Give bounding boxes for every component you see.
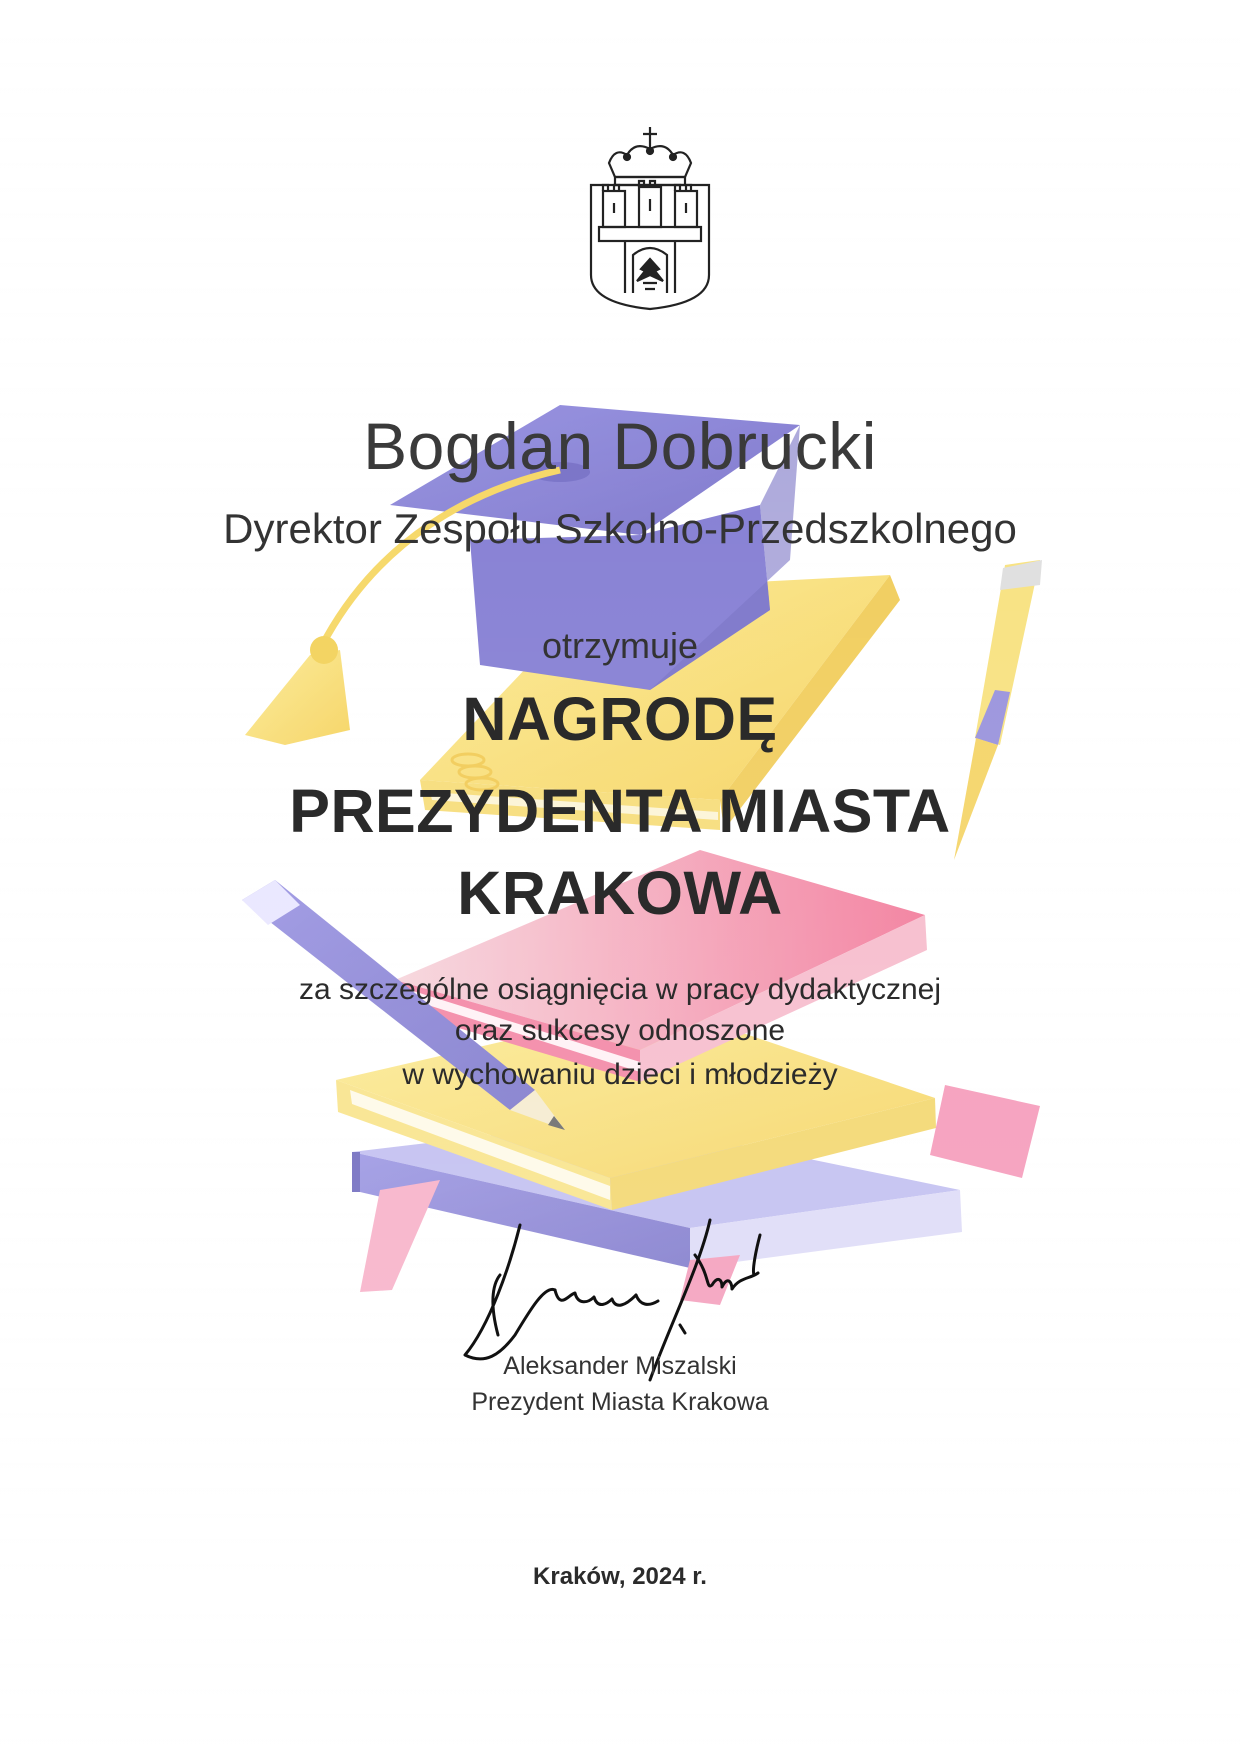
signatory-title: Prezydent Miasta Krakowa: [471, 1388, 769, 1416]
award-title-line-3: KRAKOWA: [457, 859, 783, 927]
award-reason-line-2: oraz sukcesy odnoszone: [454, 1014, 786, 1047]
award-reason-line-3: w wychowaniu dzieci i młodzieży: [402, 1058, 838, 1091]
place-and-date: Kraków, 2024 r.: [533, 1563, 707, 1590]
award-title-line-1: NAGRODĘ: [462, 685, 778, 753]
award-reason-line-1: za szczególne osiągnięcia w pracy dydaktycznej: [299, 973, 941, 1006]
recipient-role: Dyrektor Zespołu Szkolno-Przedszkolnego: [223, 505, 1017, 552]
signatory-name: Aleksander Miszalski: [503, 1352, 737, 1380]
recipient-name: Bogdan Dobrucki: [363, 409, 877, 483]
award-title-line-2: PREZYDENTA MIASTA: [289, 777, 951, 845]
award-intro: otrzymuje: [541, 625, 699, 666]
